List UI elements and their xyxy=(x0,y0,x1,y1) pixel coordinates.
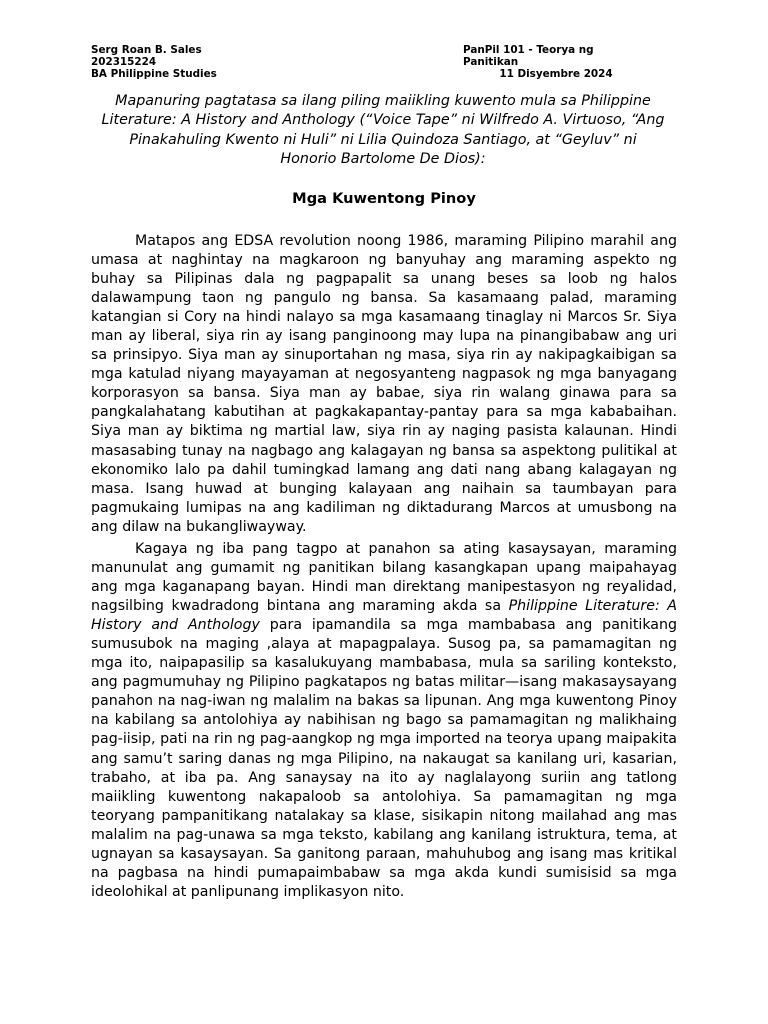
program: BA Philippine Studies xyxy=(91,68,217,80)
course-name: PanPil 101 - Teorya ng Panitikan xyxy=(463,44,594,68)
author-block xyxy=(91,44,217,80)
course-block xyxy=(463,44,649,80)
essay-title: Mga Kuwentong Pinoy xyxy=(292,190,476,207)
date: 11 Disyembre 2024 xyxy=(499,68,613,80)
essay-subtitle: Mapanuring pagtatasa sa ilang piling maiikling kuwento mula sa Philippine Literature: A History and Anthology (“Voice Tape” ni Wilfredo A. Virtuoso, “Ang Pinakahuling Kwento ni Huli” ni Lilia Quindoza Santiago, at “Geyluv” ni Honorio Bartolome De Dios): xyxy=(101,93,665,167)
paragraph-1: Matapos ang EDSA revolution noong 1986, maraming Pilipino marahil ang umasa at naghintay na magkaroon ng banyuhay ang maraming aspekto ng buhay sa Pilipinas dala ng pagpapalit sa unang beses sa loob ng halos dalawampung taon ng pangulo ng bansa. Sa kasamaang palad, maraming katangian si Cory na hindi nalayo sa mga kasamaang tinaglay ni Marcos Sr. Siya man ay liberal, siya rin ay isang panginoong may lupa na pinangibabaw ang uri sa prinsipyo. Siya man ay sinuportahan ng masa, siya rin ay nakipagkaibigan sa mga katulad niyang mayayaman at negosyanteng nagpasok ng mga banyagang korporasyon sa bansa. Siya man ay babae, siya rin walang ginawa para sa pangkalahatang kabutihan at pagkakapantay-pantay para sa mga kababaihan. Siya man ay biktima ng martial law, siya rin ay naging pasista kalaunan. Hindi masasabing tunay na nagbago ang kalagayan ng bansa sa aspektong pulitikal at ekonomiko lalo pa dahil tumingkad lamang ang dati nang abang kalagayan ng masa. Isang huwad at bunging kalayaan ang naihain sa taumbayan para pagmukaing lumipas na ang kadiliman ng diktadurang Marcos at umusbong na ang dilaw na bukangliwayway. xyxy=(91,233,677,535)
author-name: Serg Roan B. Sales xyxy=(91,44,202,56)
paragraph-2 xyxy=(91,540,677,902)
paragraph-2-part-2: para ipamandila sa mga mambabasa ang panitikang sumusubok na maging ,alaya at mapagpalaya. Susog pa, sa pamamagitan ng mga ito, naipapasilip sa kasalukuyang mambabasa, mula sa sariling konteksto, ang pagmumuhay ng Pilipino pagkatapos ng batas militar—isang makasaysayang panahon na nag-iwan ng malalim na bakas sa lipunan. Ang mga kuwentong Pinoy na kabilang sa antolohiya ay nabihisan ng bago sa pamamagitan ng malikhaing pag-iisip, pati na rin ng pag-aangkop ng mga imported na teorya upang maipakita ang samu’t saring danas ng mga Pilipino, na nakaugat sa kanilang uri, kasarian, trabaho, at iba pa. Ang sanaysay na ito ay naglalayong suriin ang tatlong maiikling kuwentong nakapaloob sa antolohiya. Sa pamamagitan ng mga teoryang pampanitikang natalakay sa klase, sisikapin nitong mailahad ang mas malalim na pag-unawa sa mga teksto, kabilang ang kanilang istruktura, tema, at ugnayan sa kasaysayan. Sa ganitong paraan, mahuhubog ang isang mas kritikal na pagbasa na hindi pumapaimbabaw sa mga akda kundi sumisisid sa mga ideolohikal at panlipunang implikasyon nito. xyxy=(91,617,677,900)
student-id: 202315224 xyxy=(91,56,157,68)
paragraph-2-part-1: Kagaya ng iba pang tagpo at panahon sa ating kasaysayan, maraming manunulat ang gumamit ng panitikan bilang kasangkapan upang maipahayag ang mga kaganapang bayan. Hindi man direktang manipestasyon ng reyalidad, nagsilbing kwadradong bintana ang maraming akda sa xyxy=(91,541,677,615)
book-title: Philippine Literature: A History and Anthology xyxy=(91,598,677,634)
